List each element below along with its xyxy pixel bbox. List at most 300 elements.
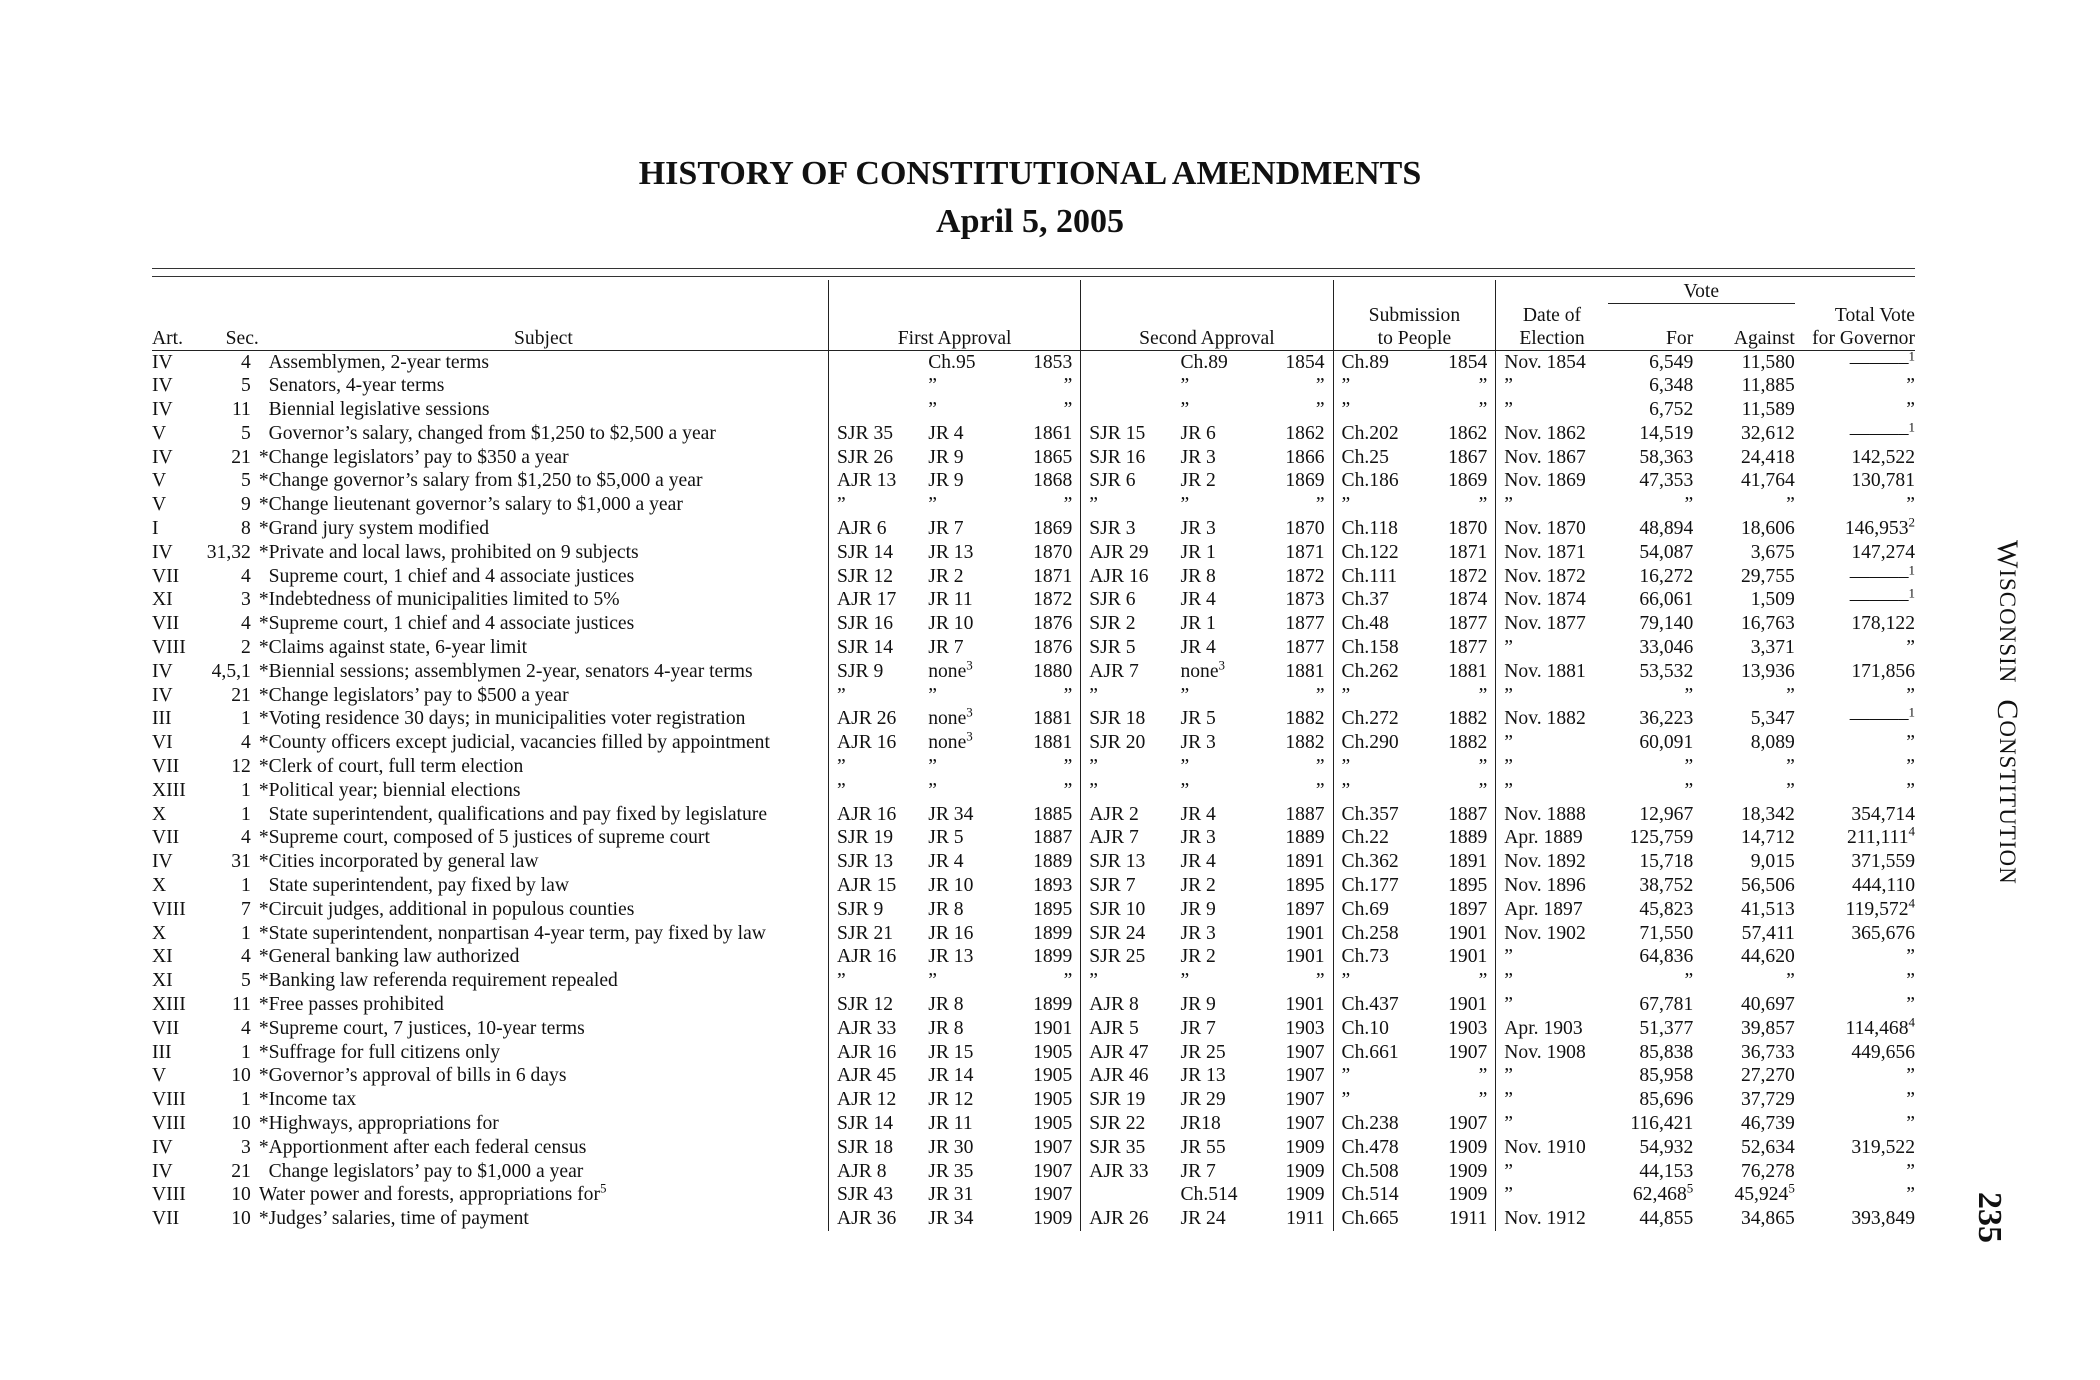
election-date-cell: ” xyxy=(1496,1183,1608,1207)
submission-ch-cell: Ch.25 xyxy=(1333,446,1433,470)
first-bill-cell xyxy=(829,350,929,374)
first-bill-cell: SJR 9 xyxy=(829,898,929,922)
first-jr-cell: JR 11 xyxy=(928,1113,973,1134)
submission-ch-cell: ” xyxy=(1333,493,1433,517)
second-jr-cell: ” xyxy=(1180,375,1190,397)
second-year-cell: 1909 xyxy=(1285,1160,1325,1182)
vote-for-cell: 33,046 xyxy=(1639,637,1694,659)
subject-cell: *Clerk of court, full term election xyxy=(258,756,524,778)
submission-year-cell: 1895 xyxy=(1448,875,1488,897)
vote-against-cell: 36,733 xyxy=(1740,1041,1795,1063)
vote-for-cell: 79,140 xyxy=(1639,613,1694,635)
sec-cell: 3 xyxy=(241,1136,251,1158)
first-bill-cell: SJR 21 xyxy=(829,922,929,946)
table-row xyxy=(152,541,1915,565)
vote-for-cell: 85,958 xyxy=(1639,1065,1694,1087)
sec-cell: 11 xyxy=(231,994,251,1016)
table-row xyxy=(152,1064,1915,1088)
subject-cell: *Income tax xyxy=(258,1089,357,1111)
first-bill-cell: AJR 26 xyxy=(829,707,929,731)
second-jr-cell: JR 2 xyxy=(1180,470,1216,492)
art-cell: XIII xyxy=(152,779,186,801)
submission-year-cell: ” xyxy=(1478,494,1488,516)
first-jr-cell: JR 35 xyxy=(928,1160,974,1182)
election-date-cell: Nov. 1870 xyxy=(1496,517,1608,541)
table-row xyxy=(152,422,1915,446)
first-bill-cell: AJR 6 xyxy=(829,517,929,541)
second-year-cell: ” xyxy=(1315,684,1325,706)
second-jr-cell: JR 55 xyxy=(1180,1136,1226,1158)
subject-cell: *Biennial sessions; assemblymen 2-year, senators 4-year terms xyxy=(258,660,753,682)
table-row xyxy=(152,612,1915,636)
sec-cell: 31 xyxy=(231,851,251,873)
first-bill-cell: SJR 18 xyxy=(829,1136,929,1160)
sec-cell: 5 xyxy=(241,470,251,492)
first-jr-cell: JR 15 xyxy=(928,1041,974,1063)
table-row xyxy=(152,779,1915,803)
total-header-line1: Total Vote xyxy=(1834,304,1915,326)
submission-year-cell: ” xyxy=(1478,756,1488,778)
subject-cell: *Claims against state, 6-year limit xyxy=(258,637,528,659)
second-year-cell: 1903 xyxy=(1285,1017,1325,1039)
submission-ch-cell: Ch.158 xyxy=(1333,636,1433,660)
sec-cell: 10 xyxy=(231,1113,251,1134)
first-bill-cell: AJR 8 xyxy=(829,1160,929,1184)
submission-ch-cell: Ch.69 xyxy=(1333,898,1433,922)
second-bill-cell: AJR 7 xyxy=(1081,826,1181,850)
submission-year-cell: 1891 xyxy=(1448,851,1488,873)
art-cell: XI xyxy=(152,589,173,611)
sec-cell: 1 xyxy=(241,779,251,801)
second-jr-cell: JR 13 xyxy=(1180,1065,1226,1087)
table-row xyxy=(152,969,1915,993)
table-row xyxy=(152,1017,1915,1041)
second-bill-cell: AJR 46 xyxy=(1081,1064,1181,1088)
first-year-cell: 1899 xyxy=(1033,946,1073,968)
first-bill-cell xyxy=(829,398,929,422)
second-year-cell: 1889 xyxy=(1285,827,1325,849)
total-vote-cell: 449,656 xyxy=(1851,1041,1915,1063)
subject-cell: *Change legislators’ pay to $350 a year xyxy=(258,446,569,468)
submission-ch-cell: Ch.48 xyxy=(1333,612,1433,636)
election-date-cell: Nov. 1910 xyxy=(1496,1136,1608,1160)
total-vote-cell: ” xyxy=(1906,637,1915,659)
vote-against-cell: 34,865 xyxy=(1740,1208,1795,1230)
sec-header: Sec. xyxy=(193,327,259,351)
submission-ch-cell: Ch.290 xyxy=(1333,731,1433,755)
date-header-line1: Date of xyxy=(1496,304,1608,327)
total-vote-cell: ” xyxy=(1906,1160,1915,1182)
vote-against-cell: 76,278 xyxy=(1740,1160,1795,1182)
subject-cell: *General banking law authorized xyxy=(258,946,520,968)
submission-year-cell: 1871 xyxy=(1448,541,1488,563)
vote-for-cell: 71,550 xyxy=(1639,922,1694,944)
total-vote-cell: ” xyxy=(1906,494,1915,516)
submission-year-cell: 1901 xyxy=(1448,922,1488,944)
vote-for-cell: 6,348 xyxy=(1649,375,1694,397)
vote-against-cell: 27,270 xyxy=(1740,1065,1795,1087)
first-jr-cell: JR 5 xyxy=(928,827,964,849)
art-cell: VIII xyxy=(152,637,186,659)
second-bill-cell: AJR 26 xyxy=(1081,1207,1181,1231)
first-year-cell: 1899 xyxy=(1033,994,1073,1016)
first-year-cell: ” xyxy=(1063,970,1073,992)
election-date-cell: Nov. 1902 xyxy=(1496,922,1608,946)
table-row xyxy=(152,1183,1915,1207)
vote-against-cell: 46,739 xyxy=(1740,1113,1795,1134)
subject-cell: *Apportionment after each federal census xyxy=(258,1136,587,1158)
side-label xyxy=(1990,540,2024,885)
sec-cell: 5 xyxy=(241,375,251,397)
first-jr-cell: JR 31 xyxy=(928,1184,974,1206)
subject-cell: *Private and local laws, prohibited on 9 subjects xyxy=(258,541,639,563)
second-year-cell: 1907 xyxy=(1285,1065,1325,1087)
first-jr-cell: Ch.95 xyxy=(928,351,976,373)
sec-cell: 4 xyxy=(241,732,251,754)
second-bill-cell: SJR 35 xyxy=(1081,1136,1181,1160)
election-date-cell: ” xyxy=(1496,969,1608,993)
vote-for-cell: 53,532 xyxy=(1639,660,1694,682)
submission-ch-cell: Ch.258 xyxy=(1333,922,1433,946)
first-bill-cell: SJR 9 xyxy=(829,660,929,684)
subject-cell: Biennial legislative sessions xyxy=(258,399,490,421)
vote-for-cell: 14,519 xyxy=(1639,422,1694,444)
second-year-cell: 1872 xyxy=(1285,565,1325,587)
vote-against-cell: 24,418 xyxy=(1740,446,1795,468)
election-date-cell: Nov. 1867 xyxy=(1496,446,1608,470)
subject-cell: Assemblymen, 2-year terms xyxy=(258,351,489,373)
election-date-cell: Nov. 1882 xyxy=(1496,707,1608,731)
vote-against-cell: 18,342 xyxy=(1740,803,1795,825)
subject-cell: State superintendent, pay fixed by law xyxy=(258,875,569,897)
election-date-cell: ” xyxy=(1496,945,1608,969)
first-year-cell: 1868 xyxy=(1033,470,1073,492)
subject-cell: *Change governor’s salary from $1,250 to $5,000 a year xyxy=(258,470,703,492)
second-bill-cell: SJR 5 xyxy=(1081,636,1181,660)
vote-for-cell: 60,091 xyxy=(1639,732,1694,754)
art-cell: V xyxy=(152,470,167,492)
second-year-cell: 1891 xyxy=(1285,851,1325,873)
total-vote-cell: 211,111$^4$ xyxy=(1847,826,1915,849)
second-year-cell: 1870 xyxy=(1285,518,1325,540)
first-year-cell: 1893 xyxy=(1033,875,1073,897)
submission-year-cell: ” xyxy=(1478,684,1488,706)
vote-for-cell: 64,836 xyxy=(1639,946,1694,968)
election-date-cell: Nov. 1892 xyxy=(1496,850,1608,874)
table-row xyxy=(152,398,1915,422)
second-year-cell: 1887 xyxy=(1285,803,1325,825)
first-jr-cell: JR 8 xyxy=(928,898,964,920)
first-year-cell: 1853 xyxy=(1033,351,1073,373)
subject-cell: *Banking law referenda requirement repealed xyxy=(258,970,618,992)
vote-for-cell: 38,752 xyxy=(1639,875,1694,897)
table-row xyxy=(152,945,1915,969)
table-row xyxy=(152,636,1915,660)
total-vote-cell: ” xyxy=(1906,684,1915,706)
first-jr-cell: JR 34 xyxy=(928,803,974,825)
page-subtitle: April 5, 2005 xyxy=(936,203,1124,240)
table-row xyxy=(152,1041,1915,1065)
vote-against-cell: 39,857 xyxy=(1740,1017,1795,1039)
first-bill-cell: SJR 43 xyxy=(829,1183,929,1207)
first-bill-cell: SJR 12 xyxy=(829,565,929,589)
vote-for-cell: ” xyxy=(1684,779,1694,801)
first-bill-cell: ” xyxy=(829,969,929,993)
table-row xyxy=(152,469,1915,493)
art-cell: VIII xyxy=(152,1113,186,1134)
total-header-line2: for Governor xyxy=(1795,327,1915,351)
table-row xyxy=(152,850,1915,874)
total-vote-cell: ––––––$^1$ xyxy=(1849,707,1915,730)
second-jr-cell: JR 7 xyxy=(1180,1160,1216,1182)
first-jr-cell: JR 10 xyxy=(928,613,974,635)
total-vote-cell: 147,274 xyxy=(1851,541,1915,563)
submission-ch-cell: Ch.73 xyxy=(1333,945,1433,969)
second-jr-cell: ” xyxy=(1180,779,1190,801)
election-date-cell: Nov. 1888 xyxy=(1496,803,1608,827)
second-year-cell: 1869 xyxy=(1285,470,1325,492)
vote-for-cell: ” xyxy=(1684,970,1694,992)
second-bill-cell: SJR 13 xyxy=(1081,850,1181,874)
election-date-cell: ” xyxy=(1496,779,1608,803)
table-body xyxy=(152,350,1915,1231)
second-bill-cell: AJR 7 xyxy=(1081,660,1181,684)
side-label-text: WISCONSIN CONSTITUTION xyxy=(1991,540,2024,885)
submission-ch-cell: Ch.202 xyxy=(1333,422,1433,446)
submission-ch-cell: Ch.186 xyxy=(1333,469,1433,493)
vote-for-cell: 47,353 xyxy=(1639,470,1694,492)
total-vote-cell: ––––––$^1$ xyxy=(1849,564,1915,587)
second-jr-cell: none$^3$ xyxy=(1180,659,1226,682)
submission-ch-cell: Ch.478 xyxy=(1333,1136,1433,1160)
election-date-cell: Nov. 1871 xyxy=(1496,541,1608,565)
art-cell: V xyxy=(152,1065,167,1087)
second-year-cell: ” xyxy=(1315,375,1325,397)
first-jr-cell: JR 11 xyxy=(928,589,973,611)
submission-ch-cell: Ch.122 xyxy=(1333,541,1433,565)
vote-against-cell: 56,506 xyxy=(1740,875,1795,897)
second-bill-cell: ” xyxy=(1081,493,1181,517)
election-date-cell: ” xyxy=(1496,398,1608,422)
art-cell: IV xyxy=(152,851,173,873)
first-bill-cell: AJR 16 xyxy=(829,945,929,969)
election-date-cell: ” xyxy=(1496,374,1608,398)
submission-ch-cell: Ch.362 xyxy=(1333,850,1433,874)
first-jr-cell: JR 34 xyxy=(928,1208,974,1230)
art-cell: VIII xyxy=(152,1089,186,1111)
subject-cell: *Grand jury system modified xyxy=(258,518,490,540)
submission-year-cell: 1901 xyxy=(1448,946,1488,968)
first-bill-cell: ” xyxy=(829,493,929,517)
first-year-cell: 1907 xyxy=(1033,1160,1073,1182)
vote-against-cell: 11,885 xyxy=(1741,375,1795,397)
first-bill-cell: AJR 16 xyxy=(829,731,929,755)
first-year-cell: 1905 xyxy=(1033,1113,1073,1134)
art-cell: V xyxy=(152,494,167,516)
sec-cell: 4 xyxy=(241,1017,251,1039)
art-cell: XI xyxy=(152,970,173,992)
second-jr-cell: JR 9 xyxy=(1180,898,1216,920)
sec-cell: 5 xyxy=(241,422,251,444)
second-bill-cell: SJR 25 xyxy=(1081,945,1181,969)
submission-year-cell: 1909 xyxy=(1448,1136,1488,1158)
second-jr-cell: JR18 xyxy=(1180,1113,1221,1134)
first-jr-cell: ” xyxy=(928,494,937,516)
total-vote-cell: 130,781 xyxy=(1851,470,1915,492)
first-jr-cell: JR 14 xyxy=(928,1065,974,1087)
second-jr-cell: JR 3 xyxy=(1180,922,1216,944)
total-vote-cell: 444,110 xyxy=(1852,875,1915,897)
vote-against-cell: 3,371 xyxy=(1750,637,1795,659)
total-vote-cell: ” xyxy=(1906,732,1915,754)
vote-header-row xyxy=(152,280,1915,304)
subject-cell: Senators, 4-year terms xyxy=(258,375,445,397)
first-year-cell: 1885 xyxy=(1033,803,1073,825)
second-year-cell: 1901 xyxy=(1285,946,1325,968)
first-year-cell: 1889 xyxy=(1033,851,1073,873)
first-year-cell: 1872 xyxy=(1033,589,1073,611)
submission-year-cell: 1872 xyxy=(1448,565,1488,587)
second-jr-cell: ” xyxy=(1180,399,1190,421)
first-bill-cell: AJR 17 xyxy=(829,588,929,612)
first-bill-cell: ” xyxy=(829,755,929,779)
art-cell: III xyxy=(152,1041,172,1063)
second-jr-cell: JR 2 xyxy=(1180,875,1216,897)
vote-for-cell: 66,061 xyxy=(1639,589,1694,611)
submission-year-cell: ” xyxy=(1478,779,1488,801)
table-row xyxy=(152,803,1915,827)
first-bill-cell: AJR 36 xyxy=(829,1207,929,1231)
second-year-cell: 1907 xyxy=(1285,1041,1325,1063)
for-header: For xyxy=(1608,327,1702,351)
table-row xyxy=(152,922,1915,946)
submission-year-cell: ” xyxy=(1478,970,1488,992)
art-cell: IV xyxy=(152,399,173,421)
total-vote-cell: 393,849 xyxy=(1851,1208,1915,1230)
table-row xyxy=(152,1088,1915,1112)
second-bill-cell: SJR 19 xyxy=(1081,1088,1181,1112)
sec-cell: 7 xyxy=(241,898,251,920)
vote-against-cell: ” xyxy=(1786,779,1795,801)
second-bill-cell: SJR 16 xyxy=(1081,446,1181,470)
table-row xyxy=(152,517,1915,541)
first-year-cell: 1901 xyxy=(1033,1017,1073,1039)
second-year-cell: 1897 xyxy=(1285,898,1325,920)
second-jr-cell: JR 3 xyxy=(1180,827,1216,849)
election-date-cell: Nov. 1877 xyxy=(1496,612,1608,636)
subject-cell: Governor’s salary, changed from $1,250 to $2,500 a year xyxy=(258,422,716,444)
table-row xyxy=(152,565,1915,589)
sec-cell: 21 xyxy=(231,684,251,706)
election-date-cell: Nov. 1869 xyxy=(1496,469,1608,493)
art-cell: VII xyxy=(152,756,180,778)
second-year-cell: ” xyxy=(1315,494,1325,516)
subject-cell: *Cities incorporated by general law xyxy=(258,851,539,873)
vote-against-cell: 3,675 xyxy=(1750,541,1795,563)
election-date-cell: Nov. 1881 xyxy=(1496,660,1608,684)
sec-cell: 10 xyxy=(231,1184,251,1206)
art-cell: IV xyxy=(152,1160,173,1182)
election-date-cell: Nov. 1862 xyxy=(1496,422,1608,446)
second-year-cell: 1901 xyxy=(1285,994,1325,1016)
submission-year-cell: 1867 xyxy=(1448,446,1488,468)
second-jr-cell: ” xyxy=(1180,970,1190,992)
vote-for-cell: 85,838 xyxy=(1639,1041,1694,1063)
page-title: HISTORY OF CONSTITUTIONAL AMENDMENTS xyxy=(638,155,1422,192)
second-jr-cell: JR 1 xyxy=(1180,613,1216,635)
sec-cell: 4,5,1 xyxy=(211,660,251,682)
first-bill-cell: AJR 45 xyxy=(829,1064,929,1088)
first-year-cell: 1865 xyxy=(1033,446,1073,468)
submission-year-cell: 1862 xyxy=(1448,422,1488,444)
art-cell: X xyxy=(152,875,167,897)
table-row xyxy=(152,707,1915,731)
table-row xyxy=(152,1160,1915,1184)
vote-against-cell: ” xyxy=(1786,970,1795,992)
first-bill-cell: SJR 19 xyxy=(829,826,929,850)
art-cell: XI xyxy=(152,946,173,968)
vote-for-cell: 116,421 xyxy=(1630,1113,1694,1134)
date-header-line2: Election xyxy=(1496,327,1608,351)
first-year-cell: ” xyxy=(1063,494,1073,516)
art-cell: VII xyxy=(152,565,180,587)
second-year-cell: 1882 xyxy=(1285,732,1325,754)
subject-cell: *Circuit judges, additional in populous counties xyxy=(258,898,635,920)
vote-for-cell: 85,696 xyxy=(1639,1089,1694,1111)
second-bill-cell xyxy=(1081,1183,1181,1207)
first-year-cell: 1895 xyxy=(1033,898,1073,920)
submission-year-cell: ” xyxy=(1478,1065,1488,1087)
submission-ch-cell: ” xyxy=(1333,398,1433,422)
total-vote-cell: 319,522 xyxy=(1851,1136,1915,1158)
subject-cell: Water power and forests, appropriations for$^5$ xyxy=(258,1183,607,1206)
vote-for-cell: 48,894 xyxy=(1639,518,1694,540)
second-bill-cell xyxy=(1081,350,1181,374)
vote-against-cell: 13,936 xyxy=(1740,660,1795,682)
election-date-cell: ” xyxy=(1496,1088,1608,1112)
subject-cell: *Supreme court, composed of 5 justices of supreme court xyxy=(258,827,710,849)
sec-cell: 1 xyxy=(241,922,251,944)
vote-for-cell: 67,781 xyxy=(1639,994,1694,1016)
vote-header: Vote xyxy=(1608,280,1795,304)
total-vote-cell: ” xyxy=(1906,1065,1915,1087)
subject-cell: *Change lieutenant governor’s salary to $1,000 a year xyxy=(258,494,683,516)
submission-year-cell: ” xyxy=(1478,399,1488,421)
sec-cell: 1 xyxy=(241,708,251,730)
second-bill-cell: SJR 20 xyxy=(1081,731,1181,755)
second-bill-cell: AJR 8 xyxy=(1081,993,1181,1017)
vote-against-cell: 11,589 xyxy=(1741,399,1795,421)
second-jr-cell: JR 8 xyxy=(1180,565,1216,587)
table-row xyxy=(152,684,1915,708)
submission-year-cell: 1909 xyxy=(1448,1184,1488,1206)
second-bill-cell: ” xyxy=(1081,755,1181,779)
first-jr-cell: ” xyxy=(928,684,937,706)
second-year-cell: 1907 xyxy=(1285,1113,1325,1134)
total-vote-cell: ” xyxy=(1906,946,1915,968)
vote-against-cell: 11,580 xyxy=(1741,351,1795,373)
second-jr-cell: ” xyxy=(1180,684,1190,706)
election-date-cell: ” xyxy=(1496,755,1608,779)
vote-for-cell: 54,932 xyxy=(1639,1136,1694,1158)
second-bill-cell: SJR 15 xyxy=(1081,422,1181,446)
second-jr-cell: JR 2 xyxy=(1180,946,1216,968)
vote-against-cell: 8,089 xyxy=(1750,732,1795,754)
top-rule xyxy=(152,268,1915,269)
submission-ch-cell: ” xyxy=(1333,779,1433,803)
total-vote-cell: ” xyxy=(1906,994,1915,1016)
submission-ch-cell: Ch.437 xyxy=(1333,993,1433,1017)
